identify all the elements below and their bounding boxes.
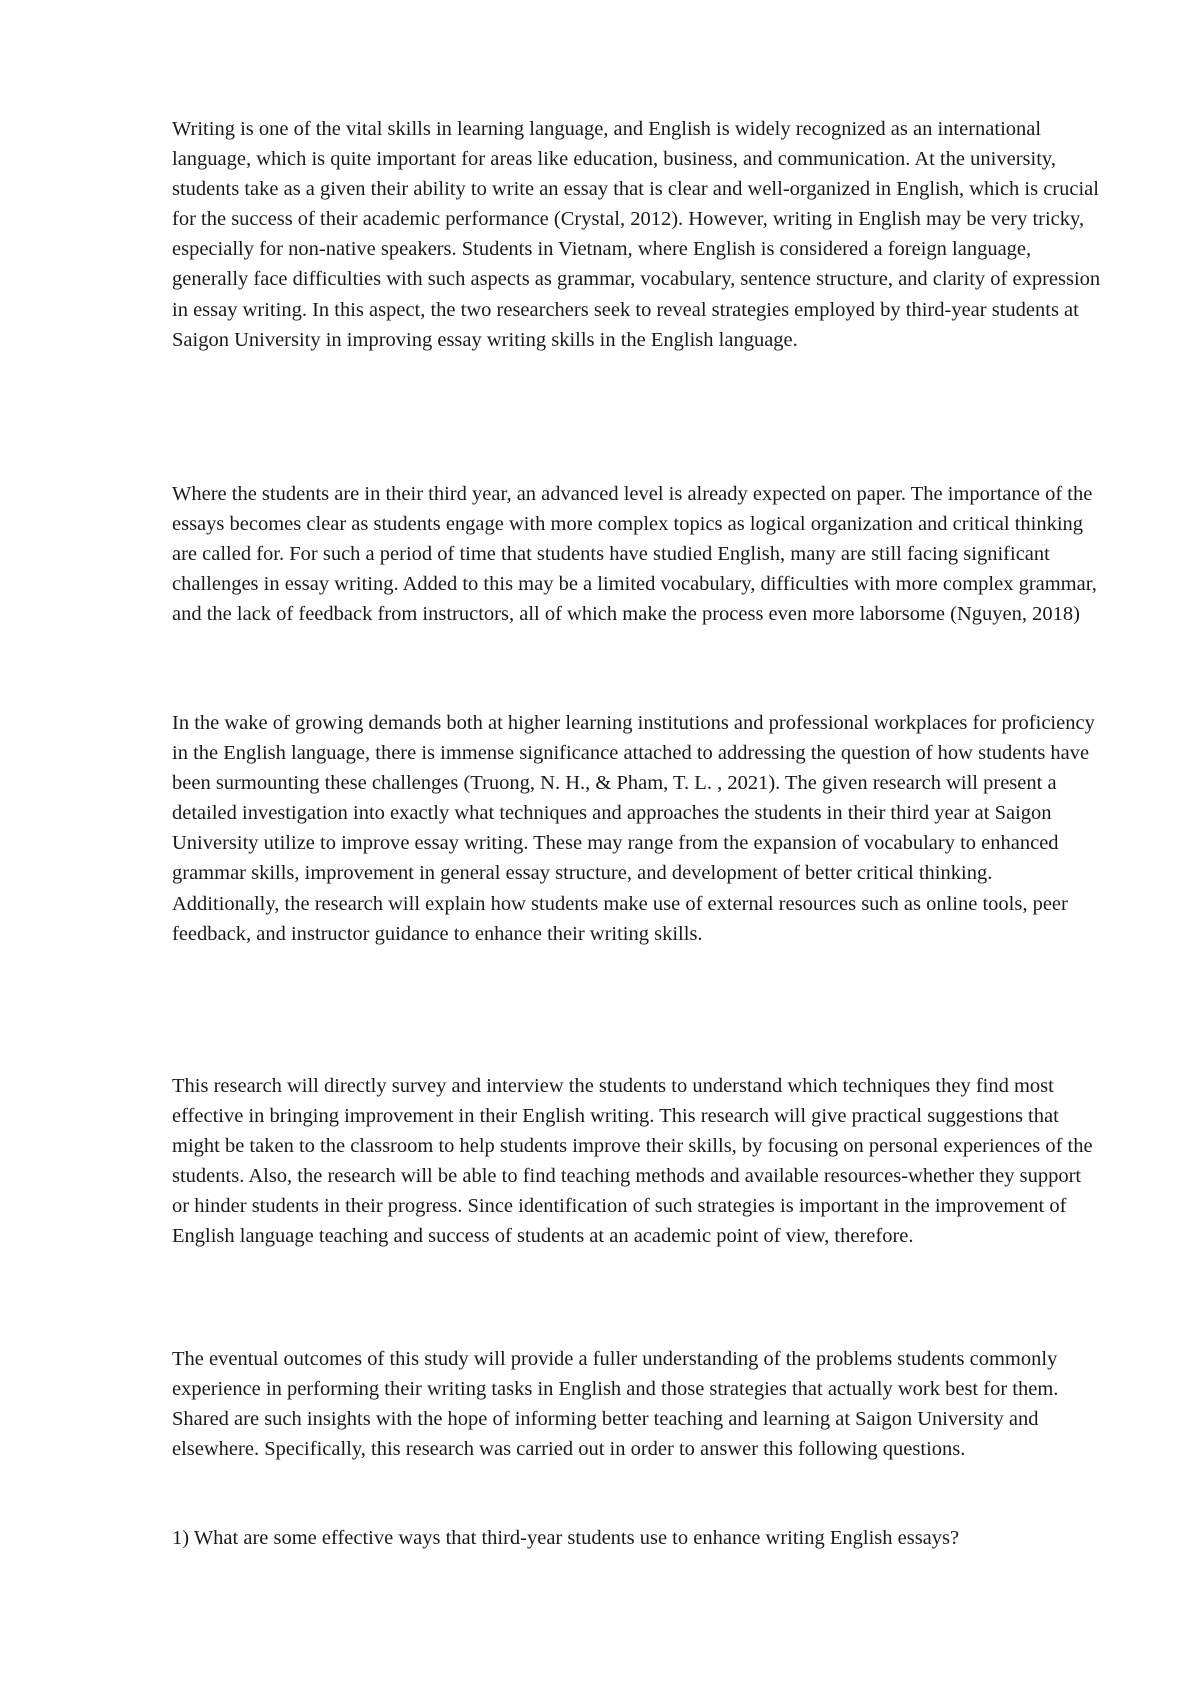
paragraph-expected-outcomes: The eventual outcomes of this study will provide a fuller understanding of the problems students commonly experience in performing their writing tasks in English and those strategies that actually work best for them. Shared are such insights with the hope of informing better teaching and learning at Saigon University and elsewhere. Specifically, this research was carried out in order to answer this following questions.: [172, 1348, 1059, 1461]
paragraph-research-method: This research will directly survey and interview the students to understand which techniques they find most effective in bringing improvement in their English writing. This research will give practical suggestions that might be taken to the classroom to help students improve their skills, by focusing on personal experiences of the students. Also, the research will be able to find teaching methods and available resources-whether they support or hinder students in their progress. Since identification of such strategies is important in the improvement of English language teaching and success of students at an academic point of view, therefore.: [172, 1075, 1093, 1248]
research-question-1: 1) What are some effective ways that third-year students use to enhance writing English essays?: [172, 1527, 960, 1549]
paragraph-research-significance: In the wake of growing demands both at higher learning institutions and professional workplaces for proficiency in the English language, there is immense significance attached to addressing the question of how students have been surmounting these challenges (Truong, N. H., & Pham, T. L. , 2021). The given research will present a detailed investigation into exactly what techniques and approaches the students in their third year at Saigon University utilize to improve essay writing. These may range from the expansion of vocabulary to enhanced grammar skills, improvement in general essay structure, and development of better critical thinking. Additionally, the research will explain how students make use of external resources such as online tools, peer feedback, and instructor guidance to enhance their writing skills.: [172, 712, 1095, 945]
paragraph-introduction: Writing is one of the vital skills in learning language, and English is widely recognized as an international language, which is quite important for areas like education, business, and communication. At the university, students take as a given their ability to write an essay that is clear and well-organized in English, which is crucial for the success of their academic performance (Crystal, 2012). However, writing in English may be very tricky, especially for non-native speakers. Students in Vietnam, where English is considered a foreign language, generally face difficulties with such aspects as grammar, vocabulary, sentence structure, and clarity of expression in essay writing. In this aspect, the two researchers seek to reveal strategies employed by third-year students at Saigon University in improving essay writing skills in the English language.: [172, 118, 1101, 351]
paragraph-third-year-challenges: Where the students are in their third year, an advanced level is already expected on paper. The importance of the essays becomes clear as students engage with more complex topics as logical organization and critical thinking are called for. For such a period of time that students have studied English, many are still facing significant challenges in essay writing. Added to this may be a limited vocabulary, difficulties with more complex grammar, and the lack of feedback from instructors, all of which make the process even more laborsome (Nguyen, 2018): [172, 483, 1097, 626]
